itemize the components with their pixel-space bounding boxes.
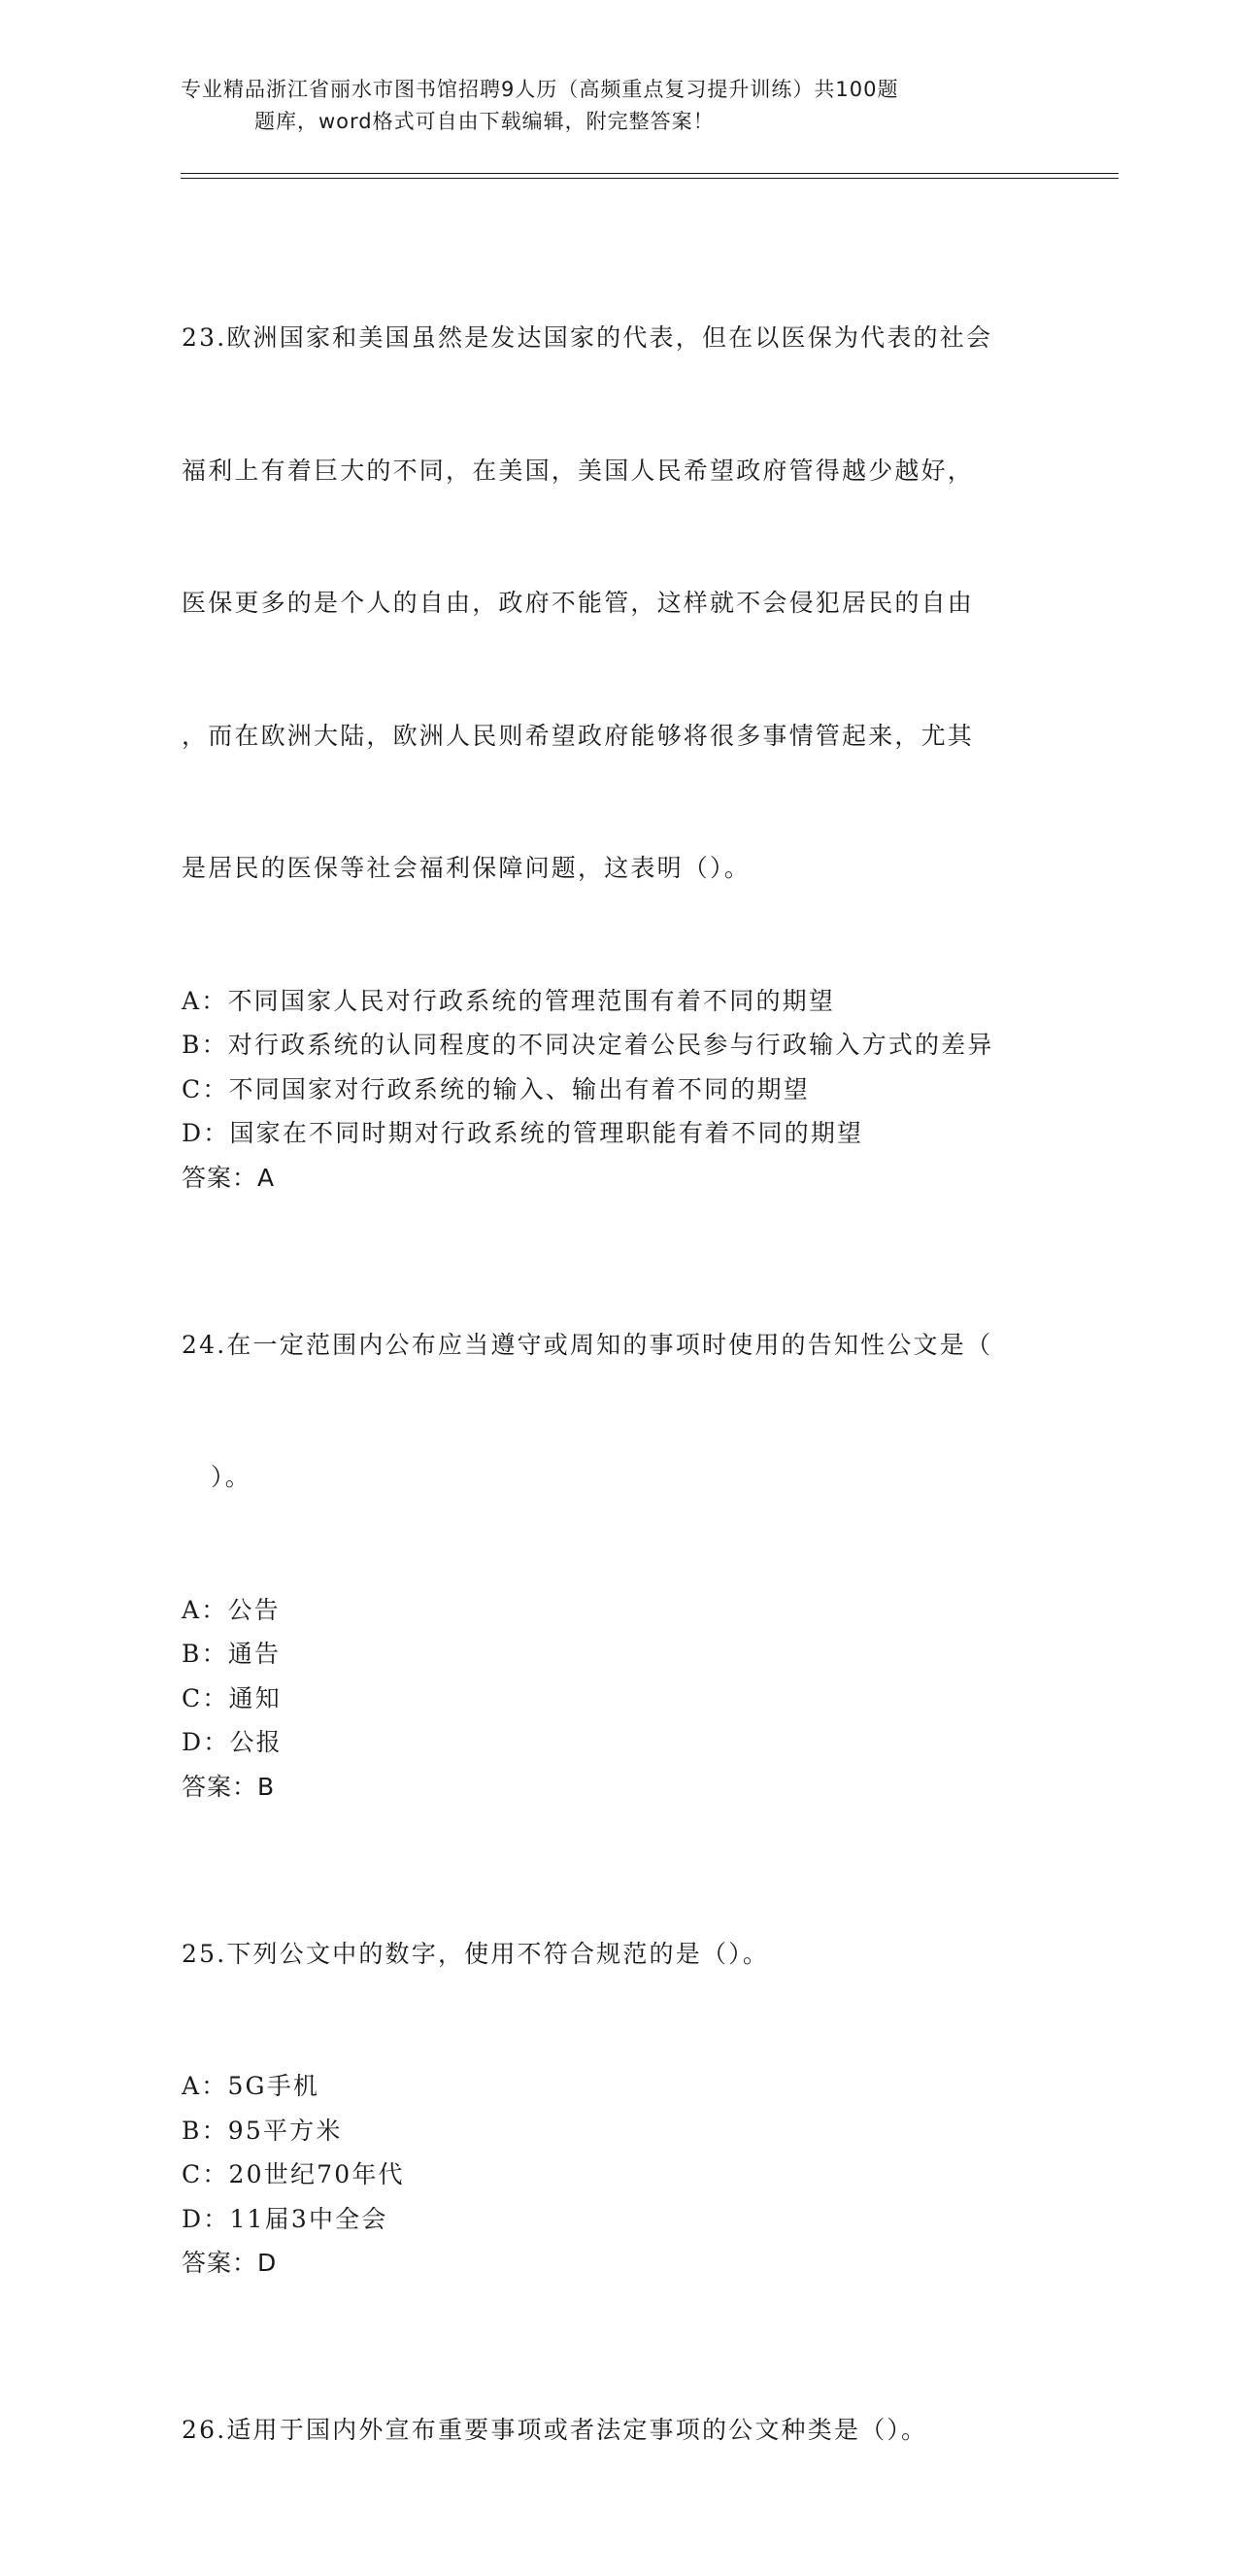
option-d: D：国家在不同时期对行政系统的管理职能有着不同的期望 <box>182 1119 864 1147</box>
header-divider-top <box>181 173 1119 174</box>
header-title-line-1: 专业精品浙江省丽水市图书馆招聘9人历（高频重点复习提升训练）共100题 <box>181 78 899 101</box>
question-25 <box>182 1844 1055 2286</box>
question-stem <box>182 227 1055 979</box>
question-stem <box>182 1235 1055 1588</box>
stem-line: 25.下列公文中的数字，使用不符合规范的是（）。 <box>182 1939 770 1968</box>
option-a: A：5G手机 <box>182 2072 320 2100</box>
stem-line: 医保更多的是个人的自由，政府不能管，这样就不会侵犯居民的自由 <box>182 589 975 617</box>
stem-line: ）。 <box>211 1463 251 1491</box>
option-a: A：不同国家人民对行政系统的管理范围有着不同的期望 <box>182 986 836 1015</box>
stem-line: 24.在一定范围内公布应当遵守或周知的事项时使用的告知性公文是（ <box>182 1330 993 1359</box>
stem-line: 26.适用于国内外宣布重要事项或者法定事项的公文种类是（）。 <box>182 2416 928 2444</box>
header-title-line-2: 题库，word格式可自由下载编辑，附完整答案！ <box>254 110 715 133</box>
option-b: B：对行政系统的认同程度的不同决定着公民参与行政输入方式的差异 <box>182 1031 994 1059</box>
answer-label: 答案：B <box>182 1772 276 1801</box>
stem-line: ，而在欧洲大陆，欧洲人民则希望政府能够将很多事情管起来，尤其 <box>182 721 975 750</box>
option-c: C：20世纪70年代 <box>182 2160 405 2188</box>
question-23 <box>182 227 1055 1200</box>
question-stem <box>182 1844 1055 2065</box>
option-b: B：通告 <box>182 1640 282 1668</box>
option-d: D：公报 <box>182 1728 283 1756</box>
option-d: D：11届3中全会 <box>182 2204 388 2233</box>
question-list <box>182 227 1055 2576</box>
document-header <box>181 74 1035 138</box>
option-b: B：95平方米 <box>182 2116 343 2145</box>
answer-label: 答案：D <box>182 2249 278 2277</box>
stem-line: 23.欧洲国家和美国虽然是发达国家的代表，但在以医保为代表的社会 <box>182 323 993 352</box>
header-divider-bottom <box>181 178 1119 179</box>
stem-line: 福利上有着巨大的不同，在美国，美国人民希望政府管得越少越好， <box>182 456 975 485</box>
question-stem <box>182 2320 1055 2541</box>
answer-label: 答案：A <box>182 1163 276 1192</box>
option-c: C：通知 <box>182 1683 282 1712</box>
option-c: C：不同国家对行政系统的输入、输出有着不同的期望 <box>182 1074 810 1103</box>
question-26 <box>182 2320 1055 2541</box>
stem-line: 是居民的医保等社会福利保障问题，这表明（）。 <box>182 854 751 882</box>
option-a: A：公告 <box>182 1595 281 1624</box>
question-24 <box>182 1235 1055 1809</box>
